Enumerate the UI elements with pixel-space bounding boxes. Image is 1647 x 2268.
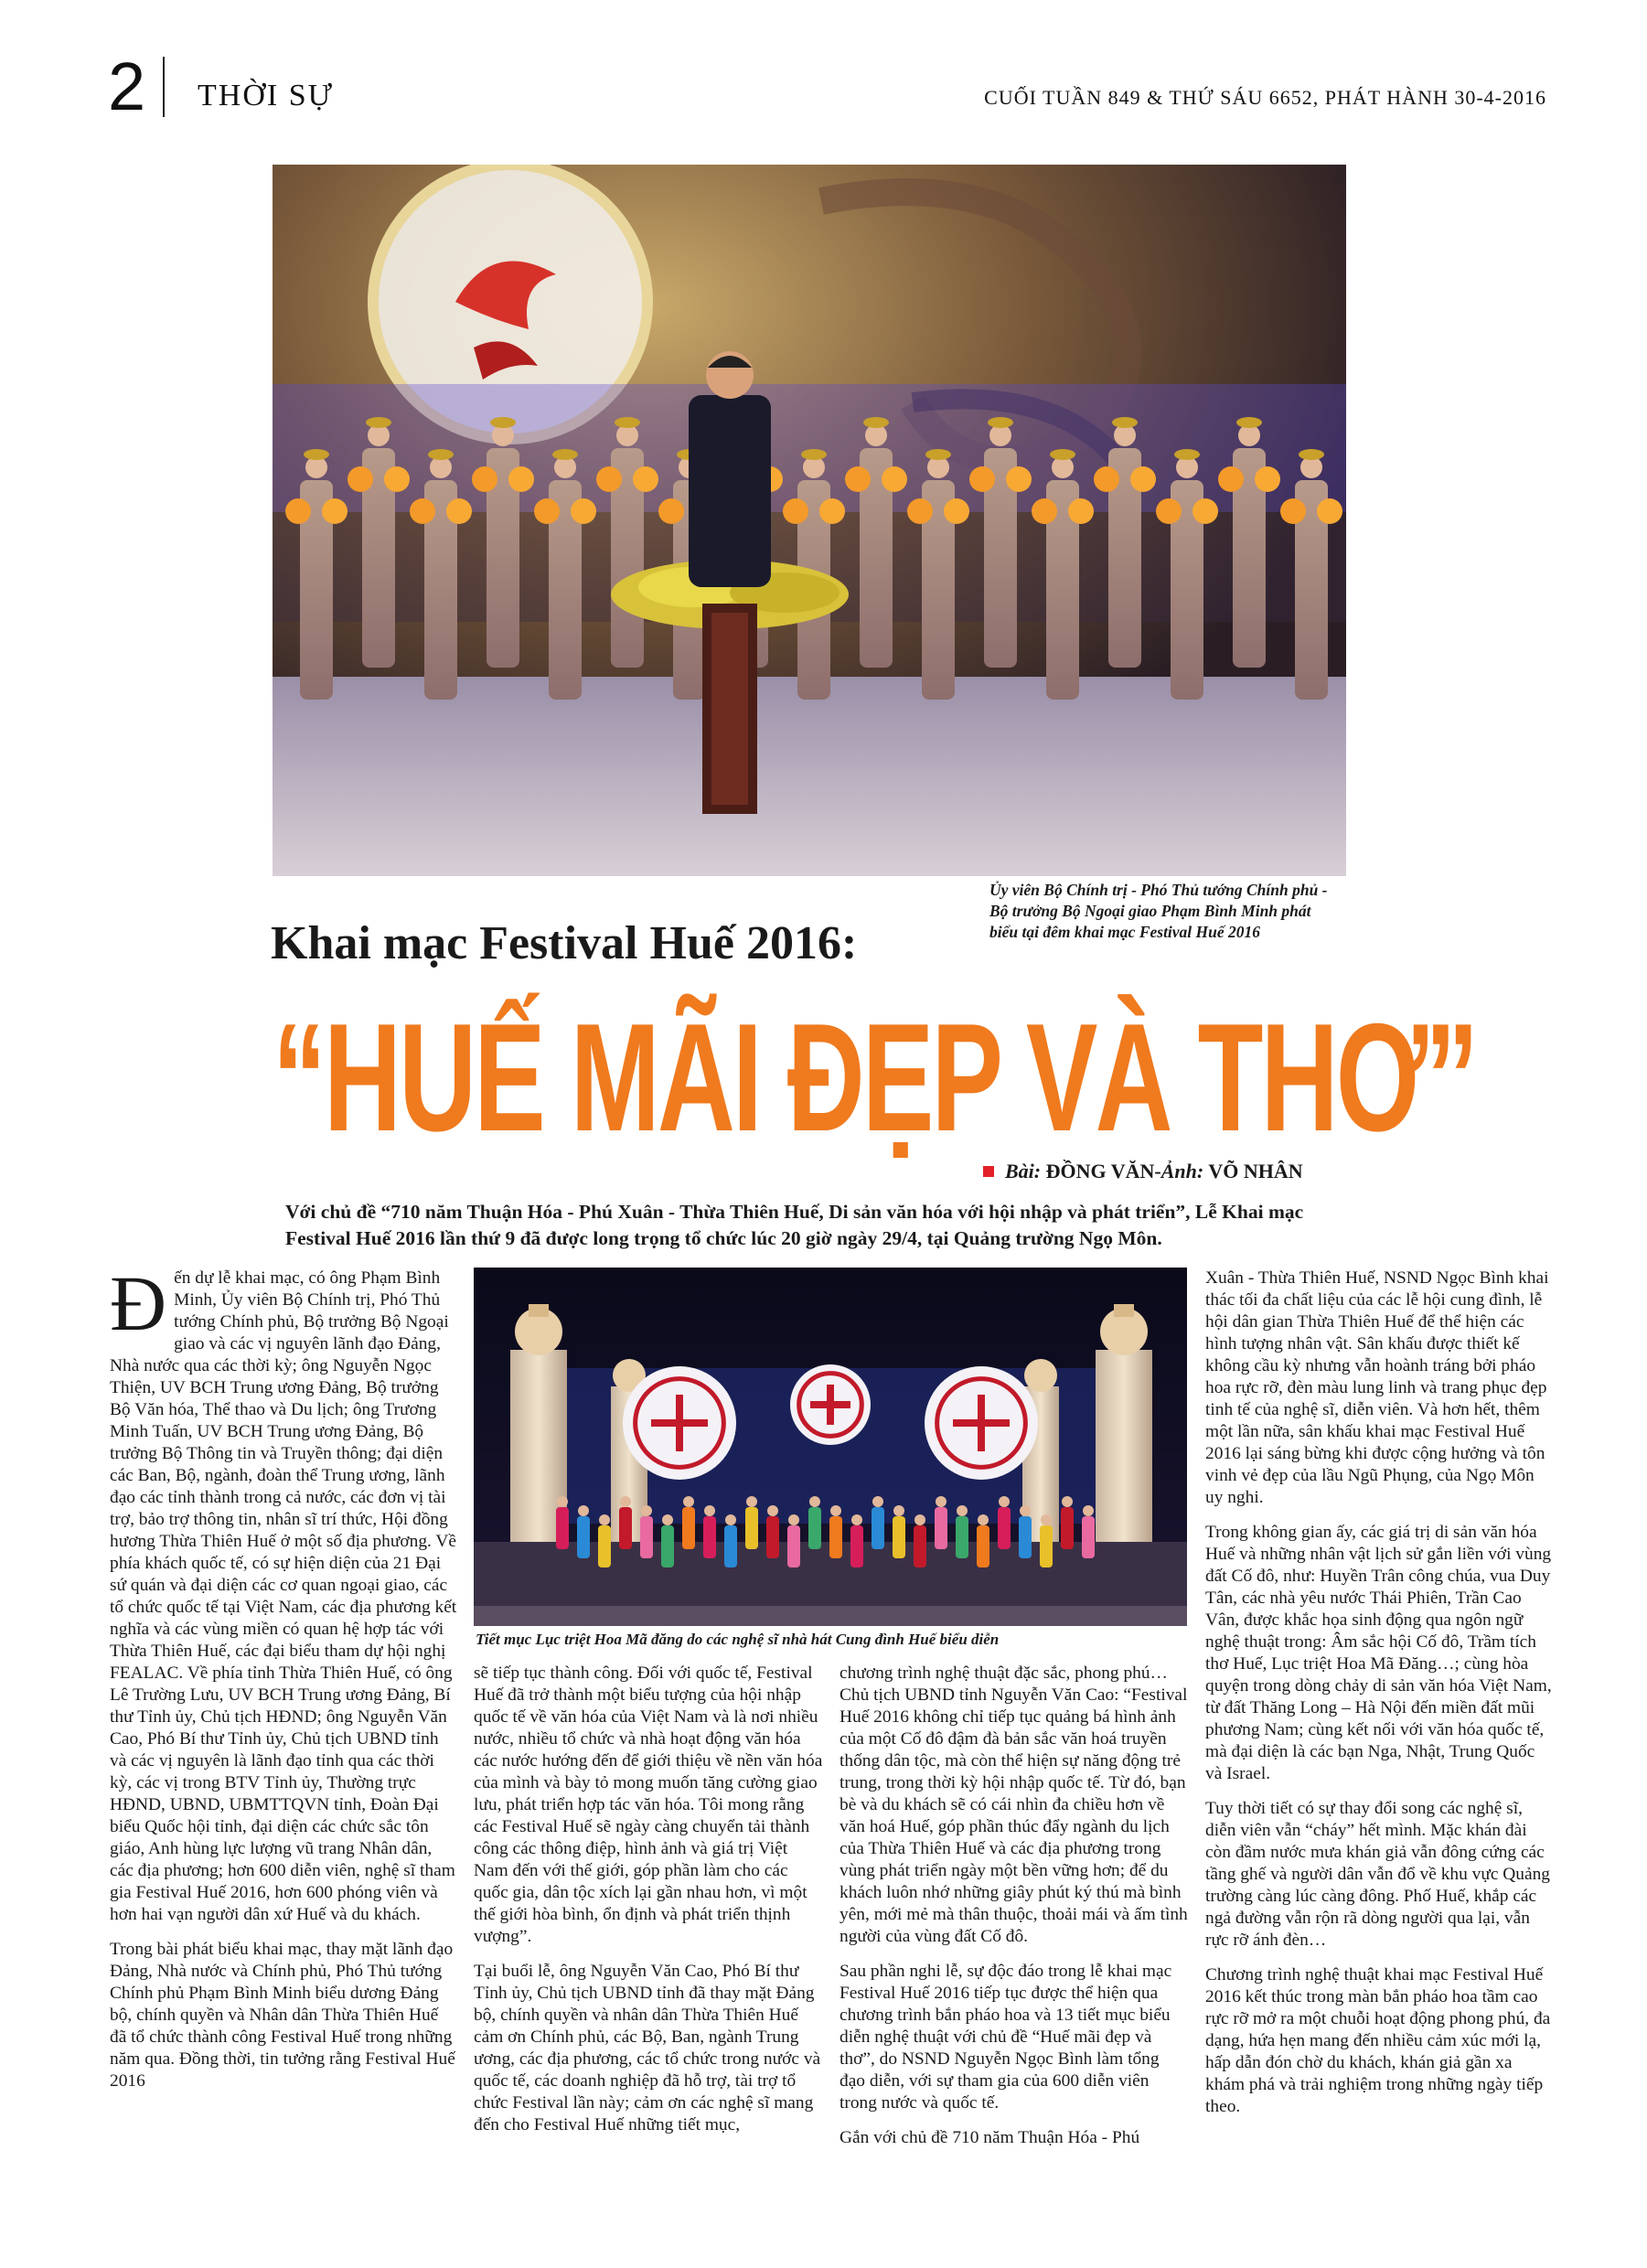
drop-cap: Đ — [110, 1259, 167, 1347]
byline-label-photo: Ảnh: — [1160, 1160, 1204, 1182]
stage-medallion — [790, 1364, 871, 1445]
dancer-figure — [850, 1514, 863, 1567]
dancer-figure — [724, 1514, 737, 1567]
stage-photo-illustration — [474, 1268, 1187, 1626]
dancer-figure — [977, 1514, 989, 1567]
dancer-figure — [1019, 1505, 1032, 1558]
byline-marker — [983, 1166, 994, 1177]
headline-kicker: Khai mạc Festival Huế 2016: — [271, 917, 858, 969]
header-divider — [163, 57, 165, 117]
hero-photo-caption: Ủy viên Bộ Chính trị - Phó Thủ tướng Chính phủ - Bộ trưởng Bộ Ngoại giao Phạm Bình Minh phát biểu tại đêm khai mạc Festival Huế 2016 — [989, 881, 1328, 941]
dancer-figure — [577, 1505, 590, 1558]
stage-medallion — [925, 1366, 1038, 1480]
dancer-figure — [808, 1496, 821, 1549]
byline-label-text: Bài: — [1005, 1160, 1042, 1182]
hero-photo-illustration — [273, 165, 1346, 876]
lead-paragraph: Với chủ đề “710 năm Thuận Hóa - Phú Xuân - Thừa Thiên Huế, Di sản văn hóa với hội nhập và phát triển”, Lễ Khai mạc Festival Huế 2016 lần thứ 9 đã được long trọng tổ chức lúc 20 giờ ngày 29/4, tại Quảng trường Ngọ Môn. — [285, 1201, 1304, 1249]
dancer-figure — [598, 1514, 611, 1567]
dancer-figure — [766, 1505, 779, 1558]
paragraph: sẽ tiếp tục thành công. Đối với quốc tế, Festival Huế đã trở thành một biểu tượng của hội nhập quốc tế về văn hóa của Việt Nam và là nơi nhiều nước, nhiều tổ chức và nhà hoạt động văn hóa các nước hướng đến để giới thiệu về nền văn hóa của mình và bày tỏ mong muốn tăng cường giao lưu, phát triển hợp tác văn hóa. Tôi mong rằng các Festival Huế sẽ ngày càng chuyển tải thành công các thông điệp, hình ảnh và giá trị Việt Nam đến với thế giới, góp phần làm cho các quốc gia, dân tộc xích lại gần nhau hơn, vì một thế giới hòa bình, ổn định và phát triển thịnh vượng”. — [474, 1664, 823, 1946]
stage-medallion — [623, 1366, 736, 1480]
stage-photo-caption: Tiết mục Lục triệt Hoa Mã đăng do các nghệ sĩ nhà hát Cung đình Huế biểu diễn — [476, 1631, 1000, 1648]
paragraph: ến dự lễ khai mạc, có ông Phạm Bình Minh, Ủy viên Bộ Chính trị, Phó Thủ tướng Chính phủ, Bộ trưởng Bộ Ngoại giao và các vị nguyên lãnh đạo Đảng, Nhà nước qua các thời kỳ; ông Nguyễn Ngọc Thiện, UV BCH Trung ương Đảng, Bộ trưởng Bộ Văn hóa, Thể thao và Du lịch; ông Trương Minh Tuấn, UV BCH Trung ương Đảng, Bộ trưởng Bộ Thông tin và Truyền thông; đại diện các Ban, Bộ, ngành, đoàn thể Trung ương, lãnh đạo các tỉnh thành trong cả nước, các đơn vị tài trợ, bảo trợ thông tin, nhân sĩ trí thức, Hội đồng hương Thừa Thiên Huế ở một số địa phương. Về phía khách quốc tế, có sự hiện diện của 21 Đại sứ quán và đại diện các cơ quan ngoại giao, các tổ chức quốc tế tại Việt Nam, các địa phương kết nghĩa và các vùng miền có quan hệ hợp tác với Thừa Thiên Huế, các đại biểu tham dự hội nghị FEALAC. Về phía tỉnh Thừa Thiên Huế, có ông Lê Trường Lưu, UV BCH Trung ương Đảng, Bí thư Tỉnh ủy, Chủ tịch HĐND; ông Nguyễn Văn Cao, Phó Bí thư Tỉnh ủy, Chủ tịch UBND tỉnh và các vị nguyên là lãnh đạo tỉnh qua các thời kỳ, các vị trong BTV Tỉnh ủy, Thường trực HĐND, UBND, UBMTTQVN tỉnh, Đoàn Đại biểu Quốc hội tỉnh, đại diện các chức sắc tôn giáo, Anh hùng lực lượng vũ trang Nhân dân, các địa phương; hơn 600 diễn viên, nghệ sĩ tham gia Festival Huế 2016, hơn 600 phóng viên và hơn hai vạn người dân xứ Huế và du khách. — [110, 1268, 457, 1924]
byline-author: ĐỒNG VĂN- — [1045, 1160, 1161, 1182]
issue-info: CUỐI TUẦN 849 & THỨ SÁU 6652, PHÁT HÀNH 30-4-2016 — [984, 86, 1546, 109]
stage-photo — [474, 1268, 1187, 1626]
dancer-figure — [787, 1514, 800, 1567]
paragraph: Trong không gian ấy, các giá trị di sản văn hóa Huế và những nhân vật lịch sử gắn liền với vùng đất Cố đô, như: Huyền Trân công chúa, vua Duy Tân, các nhà yêu nước Thái Phiên, Trần Cao Vân, được khắc họa sinh động qua ngôn ngữ nghệ thuật trong: Âm sắc hội Cố đô, Trầm tích thơ Huế, Lục triệt Hoa Mã Đăng…; cùng hòa quyện trong dòng chảy di sản văn hóa Việt Nam, từ đất Thăng Long – Hà Nội đến miền đất mũi phương Nam; cùng kết nối với văn hóa quốc tế, mà đại diện là các bạn Nga, Nhật, Trung Quốc và Israel. — [1205, 1523, 1552, 1783]
main-headline: “HUẾ MÃI ĐẸP VÀ THƠ” — [273, 991, 1477, 1163]
dancer-figure — [556, 1496, 569, 1549]
page-number: 2 — [108, 48, 146, 124]
dancer-figure — [619, 1496, 632, 1549]
paragraph: Xuân - Thừa Thiên Huế, NSND Ngọc Bình khai thác tối đa chất liệu của các lễ hội cung đình, lễ hội dân gian Thừa Thiên Huế để thể hiện các hình tượng nhân vật. Sân khấu được thiết kế không cầu kỳ nhưng vẫn hoành tráng bởi pháo hoa rực rỡ, đèn màu lung linh và trang phục đẹp tinh tế của nghệ sĩ, diễn viên. Và hơn hết, thêm một lần nữa, sân khấu khai mạc Festival Huế 2016 lại sáng bừng khi được cộng hưởng và tôn vinh vẻ đẹp của lầu Ngũ Phụng, của Ngọ Môn uy nghi. — [1205, 1268, 1549, 1507]
dancer-figure — [703, 1505, 716, 1558]
dancer-figure — [661, 1514, 674, 1567]
dancer-figure — [935, 1496, 947, 1549]
dancer-figure — [1082, 1505, 1095, 1558]
article-column-3 — [840, 1663, 1189, 2162]
article-column-4 — [1205, 1268, 1555, 2131]
stage-tower — [1096, 1304, 1152, 1551]
article-column-1 — [110, 1259, 457, 2105]
hero-photo — [273, 165, 1346, 876]
paragraph: Tại buổi lễ, ông Nguyễn Văn Cao, Phó Bí thư Tỉnh ủy, Chủ tịch UBND tỉnh đã thay mặt Đảng bộ, chính quyền và nhân dân Thừa Thiên Huế cảm ơn Chính phủ, các Bộ, Ban, ngành Trung ương, các địa phương, các tổ chức trong nước và quốc tế, các doanh nghiệp đã hỗ trợ, tài trợ tổ chức Festival lần này; cảm ơn các nghệ sĩ mang đến cho Festival Huế những tiết mục, — [474, 1962, 821, 2134]
paragraph: Sau phần nghi lễ, sự độc đáo trong lễ khai mạc Festival Huế 2016 tiếp tục được thể hiện qua chương trình bắn pháo hoa và 13 tiết mục biểu diễn nghệ thuật với chủ đề “Huế mãi đẹp và thơ”, do NSND Nguyễn Ngọc Bình làm tổng đạo diễn, với sự tham gia của 600 diễn viên trong nước và quốc tế. — [840, 1962, 1172, 2113]
dancer-figure — [872, 1496, 884, 1549]
dancer-figure — [682, 1496, 695, 1549]
dancer-figure — [640, 1505, 653, 1558]
dancer-figure — [998, 1496, 1011, 1549]
paragraph: Tuy thời tiết có sự thay đổi song các nghệ sĩ, diễn viên vẫn “cháy” hết mình. Mặc khán đài còn đầm nước mưa khán giả vẫn đông cứng các tầng ghế và người dân vẫn đổ về khu vực Quảng trường càng lúc càng đông. Phố Huế, khắp các ngả đường vẫn rộn rã dòng người qua lại, vẫn rực rỡ ánh đèn… — [1205, 1799, 1550, 1950]
paragraph: chương trình nghệ thuật đặc sắc, phong phú… Chủ tịch UBND tỉnh Nguyễn Văn Cao: “Festival Huế 2016 không chỉ tiếp tục quảng bá hình ảnh của một Cố đô đậm đà bản sắc văn hoá truyền thống dân tộc, mà còn thể hiện sự năng động trẻ trung, trong thời kỳ hội nhập quốc tế. Từ đó, bạn bè và du khách sẽ có cái nhìn đa chiều hơn về văn hoá Huế, góp phần thúc đẩy ngành du lịch của Thừa Thiên Huế và các địa phương trong vùng phát triển ngày một bền vững hơn; để du khách luôn nhớ những giây phút ký thú mà bình yên, mới mẻ mà thân thuộc, thoải mái và ấm tình người của vùng đất Cố đô. — [840, 1664, 1188, 1946]
byline — [983, 1160, 1303, 1183]
paragraph: Trong bài phát biểu khai mạc, thay mặt lãnh đạo Đảng, Nhà nước và Chính phủ, Phó Thủ tướng Chính phủ Phạm Bình Minh biểu dương Đảng bộ, chính quyền và Nhân dân Thừa Thiên Huế đã tổ chức thành công Festival Huế trong những năm qua. Đồng thời, tin tưởng rằng Festival Huế 2016 — [110, 1940, 455, 2091]
section-name: THỜI SỰ — [198, 79, 334, 112]
paragraph: Gắn với chủ đề 710 năm Thuận Hóa - Phú — [840, 2128, 1140, 2147]
byline-photographer: VÕ NHÂN — [1208, 1160, 1303, 1182]
dancer-figure — [956, 1505, 968, 1558]
dancer-figure — [914, 1514, 926, 1567]
dancer-figure — [745, 1496, 758, 1549]
paragraph: Chương trình nghệ thuật khai mạc Festival Huế 2016 kết thúc trong màn bắn pháo hoa tầm cao rực rỡ mở ra một chuỗi hoạt động phong phú, đa dạng, hứa hẹn mang đến nhiều cảm xúc mới lạ, hấp dẫn đón chờ du khách, khán giả gần xa khám phá và trải nghiệm trong những ngày tiếp theo. — [1205, 1965, 1551, 2116]
dancer-figure — [1040, 1514, 1053, 1567]
dancer-figure — [893, 1505, 905, 1558]
dancer-figure — [829, 1505, 842, 1558]
dancer-figure — [1061, 1496, 1074, 1549]
article-column-2 — [474, 1663, 823, 2149]
